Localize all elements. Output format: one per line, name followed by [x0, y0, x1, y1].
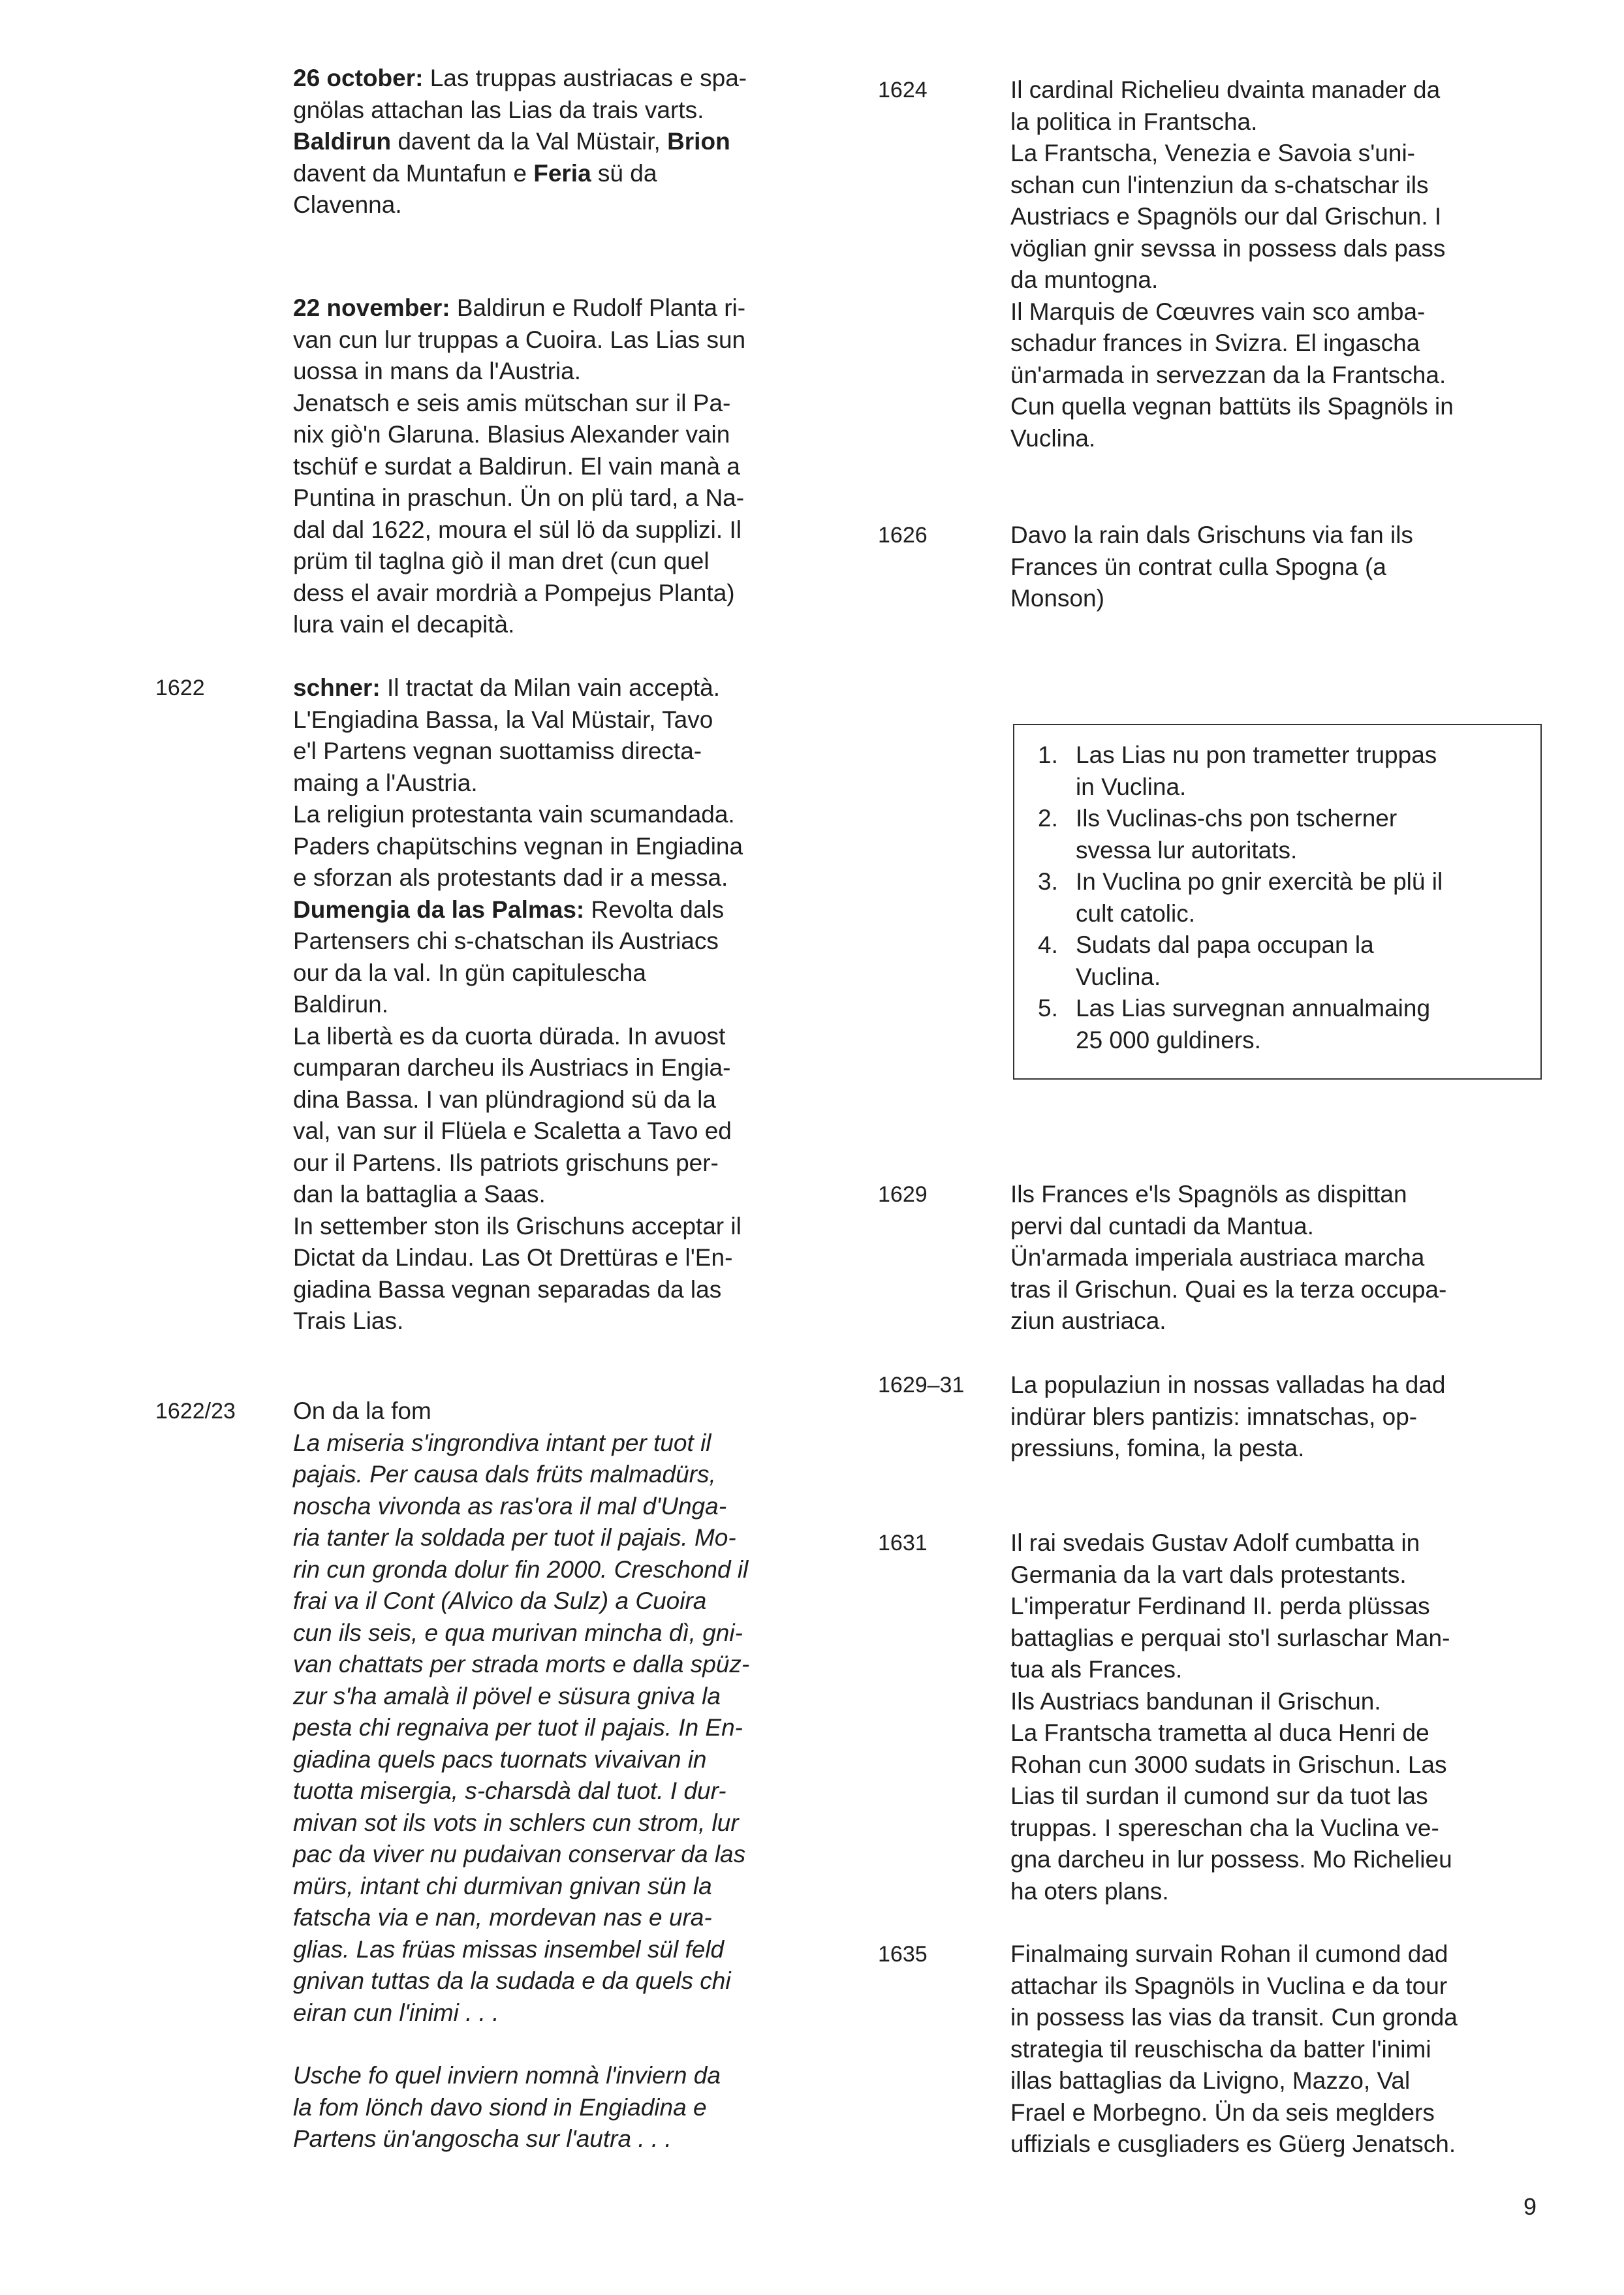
treaty-term: 1. Las Lias nu pon trametter truppas in Vuclina. — [1038, 742, 1437, 800]
year-label-1624: 1624 — [878, 78, 928, 102]
treaty-terms-box — [1013, 724, 1542, 1080]
treaty-term: 3. In Vuclina po gnir exercità be plü il cult catolic. — [1038, 868, 1443, 927]
entry-22-november: 22 november: Baldirun e Rudolf Planta ri- van cun lur truppas a Cuoira. Las Lias sun uossa in mans da l'Austria. Jenatsch e seis amis mütschan sur il Pa- nix giò'n Glaruna. Blasius Alexander vain tschüf e surdat a Baldirun. El vain manà a Puntina in praschun. Ün on plü tard, a Na- dal dal 1622, moura el sül lö da supplizi. Il prüm til taglna giò il man dret (cun quel dess el avair mordrià a Pompejus Planta) lura vain el decapità. — [293, 294, 746, 638]
entry-1622: schner: Il tractat da Milan vain acceptà. L'Engiadina Bassa, la Val Müstair, Tavo e'l Partens vegnan suottamiss directa- maing a l'Austria. La religiun protestanta vain scumandada. Paders chapütschins vegnan in Engiadina e sforzan als protestants dad ir a messa. Dumengia da las Palmas: Revolta dals Partensers chi s-chatschan ils Austriacs our da la val. In gün capitulescha Baldirun. La libertà es da cuorta dürada. In avuost cumparan darcheu ils Austriacs in Engia- dina Bassa. I van plündragiond sü da la val, van sur il Flüela e Scaletta a Tavo ed our il Partens. Ils patriots grischuns per- dan la battaglia a Saas. In settember ston ils Grischuns acceptar il Dictat da Lindau. Las Ot Drettüras e l'En- giadina Bassa vegnan separadas da las Trais Lias. — [293, 674, 743, 1334]
entry-1622-23 — [293, 1396, 827, 2155]
date-label: Dumengia da las Palmas: — [293, 896, 585, 923]
entry-1629-31: La populaziun in nossas valladas ha dad indürar blers pantizis: imnatschas, op- pressiuns, fomina, la pesta. — [1010, 1371, 1446, 1461]
page-number: 9 — [1523, 2193, 1537, 2220]
treaty-term: 2. Ils Vuclinas-chs pon tscherner svessa lur autoritats. — [1038, 805, 1398, 864]
entry-1631: Il rai svedais Gustav Adolf cumbatta in Germania da la vart dals protestants. L'imperatur Ferdinand II. perda plüssas battaglias e perquai sto'l surlaschar Man- tua als Frances. Ils Austriacs bandunan il Grischun. La Frantscha trametta al duca Henri de Rohan cun 3000 sudats in Grischun. Las Lias til surdan il cumond sur da tuot las truppas. I spereschan cha la Vuclina ve- gna darcheu in lur possess. Mo Richelieu ha oters plans. — [1010, 1529, 1452, 1905]
entry-1624: Il cardinal Richelieu dvainta manader da la politica in Frantscha. La Frantscha, Venezia e Savoia s'uni- schan cun l'intenziun da s-chatschar ils Austriacs e Spagnöls our dal Grischun. I vöglian gnir sevssa in possess dals pass da muntogna. Il Marquis de Cœuvres vain sco amba- schadur frances in Svizra. El ingascha ün'armada in servezzan da la Frantscha. Cun quella vegnan battüts ils Spagnöls in Vuclina. — [1010, 76, 1454, 452]
treaty-term: 4. Sudats dal papa occupan la Vuclina. — [1038, 931, 1374, 990]
year-label-1629: 1629 — [878, 1182, 928, 1207]
treaty-terms-list — [1038, 740, 1516, 1056]
date-label: schner: — [293, 674, 381, 701]
year-label-1631: 1631 — [878, 1531, 928, 1555]
year-label-1635: 1635 — [878, 1942, 928, 1967]
year-label-1622-23: 1622/23 — [155, 1399, 236, 1424]
entry-1629: Ils Frances e'ls Spagnöls as dispittan pervi dal cuntadi da Mantua. Ün'armada imperiala austriaca marcha tras il Grischun. Quai es la terza occupa- ziun austriaca. — [1010, 1181, 1447, 1334]
entry-1635: Finalmaing survain Rohan il cumond dad attachar ils Spagnöls in Vuclina e da tour in possess las vias da transit. Cun gronda strategia til reuschischa da batter l'inimi illas battaglias da Livigno, Mazzo, Val Frael e Morbegno. Ün da seis meglders uffizials e cusgliaders es Güerg Jenatsch. — [1010, 1941, 1458, 2157]
date-label: 22 november: — [293, 294, 450, 321]
treaty-term: 5. Las Lias survegnan annualmaing 25 000 guldiners. — [1038, 995, 1431, 1054]
quoted-chronicle: La miseria s'ingrondiva intant per tuot il pajais. Per causa dals früts malmadürs, noscha vivonda as ras'ora il mal d'Unga- ria tanter la soldada per tuot il pajais. Mo- rin cun gronda dolur fin 2000. Creschond il frai va il Cont (Alvico da Sulz) a Cuoira cun ils seis, e qua murivan mincha dì, gni- van chattats per strada morts e dalla spüz- zur s'ha amalà il pövel e süsura gniva la pesta chi regnaiva per tuot il pajais. In En- giadina quels pacs tuornats vivaivan in tuotta misergia, s-charsdà dal tuot. I dur- mivan sot ils vots in schlers cun strom, lur pac da viver nu pudaivan conservar da las mürs, intant chi durmivan gnivan sün la fatscha via e nan, mordevan nas e ura- glias. Las früas missas insembel sül feld gnivan tuttas da la sudada e da quels chi eiran cun l'inimi . . . Usche fo quel inviern nomnà l'inviern da la fom lönch davo siond in Engiadina e Partens ün'angoscha sur l'autra . . . — [293, 1429, 750, 2152]
year-label-1629-31: 1629–31 — [878, 1373, 965, 1397]
date-label: 26 october: — [293, 65, 424, 91]
entry-1626: Davo la rain dals Grischuns via fan ils Frances ün contrat culla Spogna (a Monson) — [1010, 522, 1413, 612]
year-label-1626: 1626 — [878, 523, 928, 548]
entry-title: On da la fom — [293, 1397, 431, 1424]
year-label-1622: 1622 — [155, 676, 205, 700]
entry-26-october: 26 october: Las truppas austriacas e spa- gnölas attachan las Lias da trais varts. Baldirun davent da la Val Müstair, Brion davent da Muntafun e Feria sü da Clavenna. — [293, 65, 747, 218]
